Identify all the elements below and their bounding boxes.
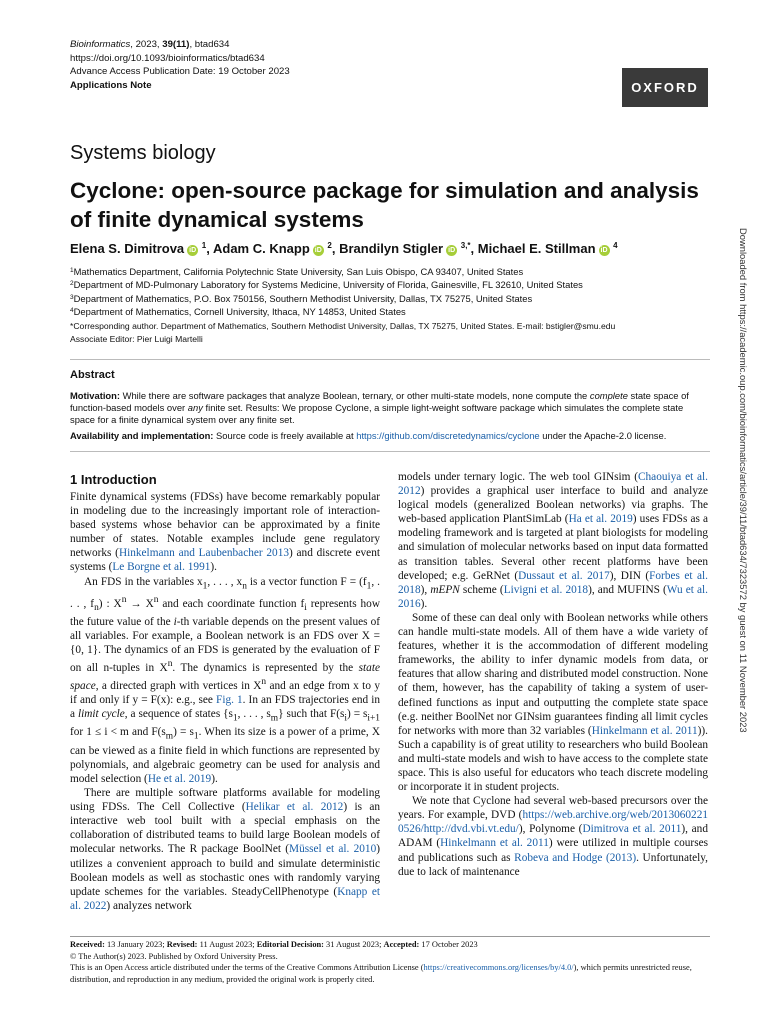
body-text: ) = s [347, 708, 368, 721]
affiliation-number: 2 [70, 280, 74, 288]
associate-editor: Associate Editor: Pier Luigi Martelli [70, 334, 203, 344]
body-text: → X [126, 597, 154, 610]
author-name: Michael E. Stillman [477, 241, 596, 256]
body-text: scheme ( [459, 583, 504, 596]
affiliation-number: 1 [70, 267, 74, 274]
abstract-text: state space of function-based models over [70, 390, 689, 414]
affiliation [70, 305, 583, 318]
article-id: , btad634 [189, 39, 230, 50]
body-text: , . . . , f [70, 575, 380, 610]
body-text: ) : X [98, 597, 122, 610]
accepted-date: 17 October 2023 [419, 940, 478, 949]
download-note-text: Downloaded from https://academic.oup.com/bioinformatics/article/39/11/btad634/7323572 by guest on 11 November 2023 [738, 228, 749, 733]
body-text: ) = s [173, 726, 194, 739]
citation-link[interactable]: Dussaut et al. 2017 [518, 569, 610, 582]
body-text: ) were utilized in multiple courses and publications such as [398, 837, 709, 864]
affiliation-text: Mathematics Department, California Polytechnic State University, San Luis Obispo, CA 93407, United States [73, 266, 524, 277]
citation-link[interactable]: Helikar et al. 2012 [245, 801, 344, 814]
license-text: This is an Open Access article distributed under the terms of the Creative Commons Attribution License ( [70, 963, 424, 973]
affiliation-number: 4 [70, 307, 74, 315]
body-text: ). [420, 597, 428, 610]
page-title: Cyclone: open-source package for simulation and analysis of finite dynamical systems [70, 178, 699, 232]
body-text: and each coordinate function f [158, 597, 305, 610]
affiliation [70, 278, 583, 291]
author-affil: 1 [201, 241, 207, 250]
body-text: ). [211, 772, 218, 785]
abstract-availability [70, 430, 710, 442]
volume-issue: 39(11) [162, 39, 190, 50]
body-text: An FDS in the variables x [84, 575, 203, 588]
body-text: ) utilizes a convenient approach to build and simulate deterministic Boolean models as well as stochastic ones with randomly varying update schemes for the variables. SteadyCellPhenotype ( [70, 843, 380, 898]
copyright: © The Author(s) 2023. Published by Oxford University Press. [70, 951, 278, 961]
section-label: Systems biology [70, 142, 216, 164]
received-date: 13 January 2023; [104, 940, 167, 949]
author-name: Adam C. Knapp [212, 241, 310, 256]
corresponding-info [70, 320, 710, 346]
body-text: ), Polynome ( [518, 823, 583, 836]
abstract-text: Source code is freely available at [213, 430, 357, 441]
archive-link[interactable]: https://web.archive.org/web/20130602210526/http://dvd.vbi.vt.edu/ [398, 809, 708, 836]
corresponding-author: *Corresponding author. Department of Mathematics, Southern Methodist University, Dallas, TX 75275, United States. E-mail: bstigler@smu.edu [70, 321, 616, 331]
author-affil: 2 [327, 241, 332, 250]
body-text: for 1 ≤ i < m and F(s [70, 726, 166, 739]
body-text: Finite dynamical systems (FDSs) have become remarkably popular in modeling due to the increasingly important role of interaction-based systems whose behavior can be approximated by a finite number of states. Notable examples include gene regulatory networks ( [70, 491, 380, 560]
body-text: ), DIN ( [609, 569, 650, 582]
doi-link[interactable]: https://doi.org/10.1093/bioinformatics/btad634 [70, 52, 265, 64]
article-type: Applications Note [70, 79, 152, 91]
advance-access-date: Advance Access Publication Date: 19 October 2023 [70, 66, 290, 77]
abstract-heading: Abstract [70, 369, 115, 381]
citation-link[interactable]: Forbes et al. 2018 [398, 569, 708, 596]
citation-link[interactable]: Knapp et al. 2022 [70, 885, 380, 912]
figure-link[interactable]: Fig. 1 [216, 694, 243, 707]
body-text: , a directed graph with vertices in X [95, 679, 262, 692]
author-list: Elena S. Dimitrova iD $^1$, Adam C. Knapp iD $^2$, Brandilyn Stigler iD $^{3,*}$, Michael E. Stillman iD $^4$ [70, 241, 618, 256]
paragraph [70, 786, 380, 913]
body-text: There are multiple software platforms available for modeling using FDSs. The Cell Collective ( [70, 787, 380, 814]
citation-link[interactable]: Hinkelmann and Laubenbacher 2013 [118, 547, 289, 560]
license-text: ), which permits unrestricted reuse, distribution, and reproduction in any medium, provided the original work is properly cited. [70, 963, 692, 984]
citation-link[interactable]: He et al. 2019 [147, 772, 212, 785]
abstract-text: While there are software packages that analyze Boolean, ternary, or other multi-state models, none compute the [120, 390, 590, 401]
body-emphasis: state space [70, 662, 380, 692]
body-text: Some of these can deal only with Boolean networks while others can handle multi-state models. All of them have a wide variety of features, whether it is the accommodation of different modeling frameworks, the ability to infer dynamic models from data, or features that allow sharing and distributed model construction. None of them, however, has the capability of taking a system of user-defined functions as input and outputting the complete state space (e.g. neither BoolNet nor GINsim guarantees finding all limit cycles for networks with more than 32 variables ( [398, 611, 708, 737]
citation-line [70, 38, 290, 52]
body-text: is a vector function F = (f [246, 575, 367, 588]
abstract-text: finite set. Results: We propose Cyclone, a simple light-weight software package which simulates the complete state space for a finite dynamical system over any finite set. [70, 402, 684, 426]
citation-link[interactable]: Livigni et al. 2018 [503, 583, 589, 596]
body-text: models under ternary logic. The web tool GINsim ( [398, 471, 638, 483]
abstract-motivation [70, 390, 710, 427]
decision-label: Editorial Decision: [256, 940, 324, 949]
citation-link[interactable]: Hinkelmann et al. 2011 [440, 837, 549, 850]
motivation-label: Motivation: [70, 390, 120, 401]
body-text: ) is an interactive web tool built with a special emphasis on the collaboration of distributed teams to build large Boolean models of molecular networks. The R package BoolNet ( [70, 801, 380, 856]
availability-label: Availability and implementation: [70, 430, 214, 441]
body-text: and an edge from x to y if and only if y = F(x): e.g., see [70, 679, 380, 707]
body-text: ) uses FDSs as a modeling framework and is targeted at plant biologists for modeling and simulation of molecular networks based on input data formatted as transition tables. Several other recent platforms have been developed; e.g. GeRNet ( [398, 513, 708, 582]
paragraph [398, 794, 708, 879]
revised-label: Revised: [166, 940, 198, 949]
body-text: ), and MUFINS ( [588, 583, 667, 596]
citation-year: , 2023, [130, 39, 163, 50]
revised-date: 11 August 2023; [197, 940, 257, 949]
body-emphasis: i [173, 616, 177, 629]
affiliation [70, 292, 583, 305]
history-dates [70, 939, 710, 951]
affiliation-text: Department of Mathematics, P.O. Box 750156, Southern Methodist University, Dallas, TX 75275, United States [73, 292, 533, 304]
citation-link[interactable]: Ha et al. 2019 [568, 513, 633, 526]
body-text: , . . . , x [207, 575, 243, 588]
body-text: . When its size is a power of a prime, X can be viewed as a finite field in which functions are represented by polynomials, and algebraic geometry can be used for analysis and model selection ( [70, 726, 380, 785]
affiliations [70, 265, 583, 319]
orcid-icon[interactable]: iD [189, 247, 197, 254]
body-text: . In an FDS trajectories end in a [70, 694, 380, 721]
citation-link[interactable]: Wu et al. 2016 [398, 583, 709, 610]
affiliation-text: Department of Mathematics, Cornell University, Ithaca, NY 14853, United States [73, 306, 406, 318]
received-label: Received: [70, 940, 105, 949]
orcid-icon[interactable]: iD [448, 247, 456, 254]
body-text: , . . . , s [237, 708, 271, 721]
journal-name: Bioinformatics [70, 39, 131, 50]
divider [70, 359, 710, 360]
license-link[interactable]: https://creativecommons.org/licenses/by/4.0/ [423, 963, 574, 973]
body-text: ), [420, 583, 431, 596]
license [70, 962, 710, 985]
body-text: } such that F(s [278, 708, 345, 721]
citation-link[interactable]: Chaouiya et al. 2012 [398, 471, 709, 498]
citation-link[interactable]: Müssel et al. 2010 [289, 843, 377, 856]
body-emphasis: limit cycle [77, 708, 125, 721]
body-text: )). Such a capability is of great utility to researchers who build Boolean and multi-state models and wish to have access to the complete state space. This is also useful for educators who teach discrete modeling or incorporate it in student projects. [398, 724, 709, 794]
citation-link[interactable]: Hinkelmann et al. 2011 [591, 724, 698, 737]
footer [70, 939, 710, 985]
citation-link[interactable]: Le Borgne et al. 1991 [112, 561, 211, 574]
body-emphasis: mEPN [430, 583, 460, 596]
citation-link[interactable]: Robeva and Hodge (2013) [514, 851, 637, 864]
body-text: We note that Cyclone had several web-based precursors over the years. For example, DVD ( [398, 795, 708, 822]
affiliation-text: Department of MD-Pulmonary Laboratory for Systems Medicine, University of Florida, Gainesville, FL 32610, United States [73, 279, 583, 291]
download-note [737, 228, 751, 788]
abstract-emphasis: complete [589, 390, 628, 401]
paragraph [70, 490, 380, 575]
github-link[interactable]: https://github.com/discretedynamics/cyclone [356, 430, 540, 441]
body-text: ). [210, 561, 217, 574]
body-text: ), and ADAM ( [398, 823, 708, 850]
accepted-label: Accepted: [383, 940, 420, 949]
affiliation-number: 3 [70, 293, 74, 301]
oxford-logo: OXFORD [622, 68, 708, 107]
decision-date: 31 August 2023; [323, 940, 384, 949]
orcid-icon[interactable]: iD [314, 247, 322, 254]
orcid-icon[interactable]: iD [600, 247, 608, 254]
body-text: ) provides a graphical user interface to build and analyze logical models (generalized Boolean networks) via graphs. The web-based application PlantSimLab ( [398, 485, 708, 526]
abstract-emphasis: any [187, 402, 203, 414]
paragraph: An FDS in the variables $x_1$, . . . , $x_n$ is a vector function $F = (f_1$, . . . , $f_n$) : $X^n \to X^n$ and each coordinate function $f_i$ represents how the future value of the i-th variable depends on the present values of all variables. For example, a Boolean network is an FDS over X = {0, 1}. The dynamics of an FDS is generated by the evaluation of F on all n-tuples in $X^n$. The dynamics is represented by the state space, a directed graph with vertices in $X^n$ and an edge from x to y if and only if y = F(x): e.g., see Fig. 1. In an FDS trajectories end in a limit cycle, a sequence of states {$s_1$, . . . , $s_m$} such that $F(s_i) = s_{i+1}$ for 1 ≤ i < m and $F(s_m) = s_1$. When its size is a power of a prime, X can be viewed as a finite field in which functions are represented by polynomials, and algebraic geometry can be used for analysis and model selection (He et al. 2019). [70, 575, 381, 785]
body-text: . Unfortunately, due to lack of maintenance [398, 851, 709, 878]
body-text: . The dynamics is represented by the [172, 662, 359, 675]
header-meta [70, 38, 290, 92]
body-text: ) analyzes network [106, 899, 192, 912]
paragraph [398, 470, 708, 611]
body-text: ) and discrete event systems ( [70, 547, 380, 574]
author-name: Brandilyn Stigler [339, 241, 444, 256]
body-text: -th variable depends on the present values of all variables. For example, a Boolean network is an FDS over X = {0, 1}. The dynamics of an FDS is generated by the evaluation of F on all n-tuples in X [70, 616, 380, 675]
body-column-left [70, 490, 380, 913]
body-text: , a sequence of states {s [124, 708, 233, 721]
body-text: represents how the future value of the [70, 597, 380, 629]
author-affil: 3,* [460, 241, 471, 250]
paragraph [398, 611, 708, 794]
author-name: Elena S. Dimitrova [70, 241, 185, 256]
affiliation [70, 265, 583, 278]
section-heading: 1 Introduction [70, 472, 157, 487]
author-affil: 4 [613, 241, 618, 250]
citation-link[interactable]: Dimitrova et al. 2011 [582, 823, 682, 836]
body-column-right [398, 470, 708, 879]
divider [70, 936, 710, 937]
divider [70, 451, 710, 452]
abstract-text: under the Apache-2.0 license. [539, 430, 667, 441]
